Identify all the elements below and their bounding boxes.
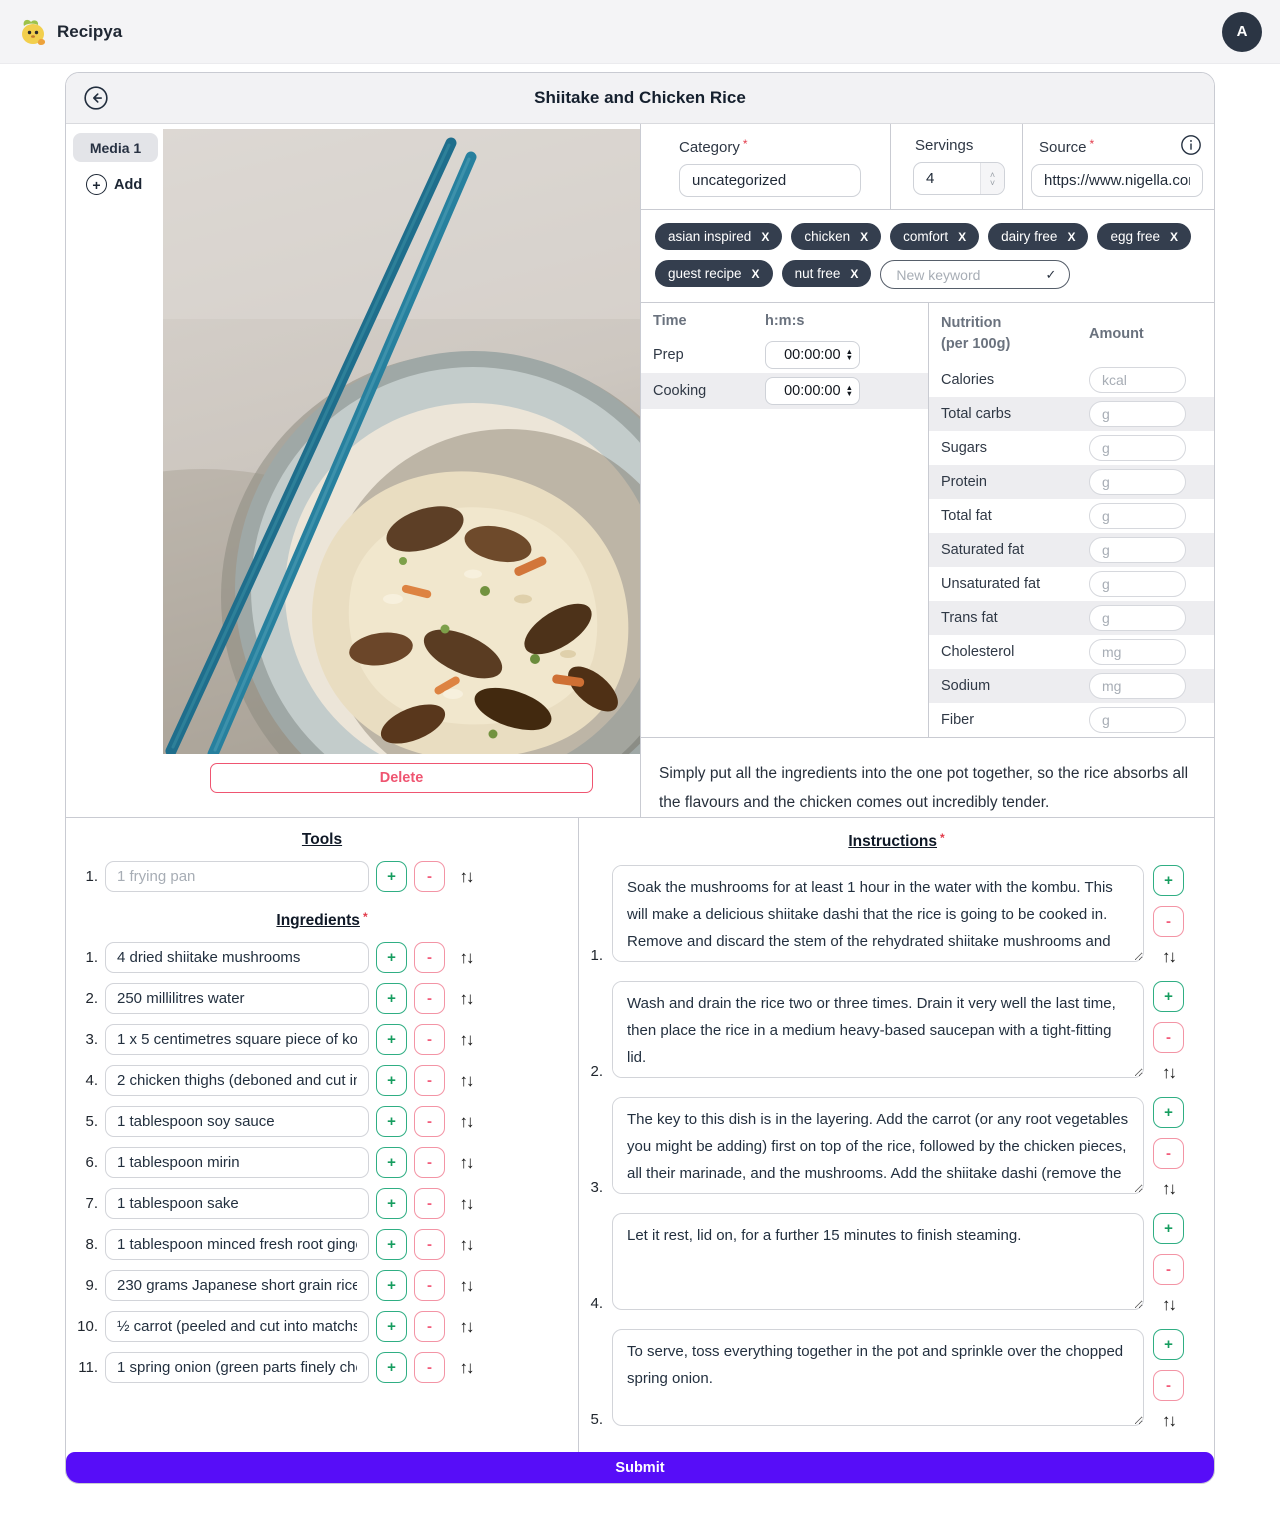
- nutrition-amount-input[interactable]: [1089, 571, 1186, 597]
- bottom-section: [66, 817, 1214, 1452]
- nutrition-amount-input[interactable]: [1089, 639, 1186, 665]
- keyword-label: nut free: [794, 266, 841, 281]
- category-label: Category: [679, 139, 740, 156]
- add-step-button[interactable]: +: [1153, 1097, 1184, 1128]
- list-row: [66, 1224, 578, 1265]
- reorder-arrows-icon[interactable]: ↑↓: [459, 947, 473, 967]
- remove-step-button[interactable]: -: [1153, 1254, 1184, 1285]
- remove-row-button[interactable]: -: [414, 942, 445, 973]
- item-input[interactable]: [105, 983, 369, 1014]
- servings-label: Servings: [915, 137, 974, 154]
- remove-row-button[interactable]: -: [414, 1024, 445, 1055]
- remove-row-button[interactable]: -: [414, 1188, 445, 1219]
- row-number: 4.: [85, 1072, 98, 1090]
- stepper-arrows-icon[interactable]: ▲ ▼: [845, 346, 853, 362]
- nutrition-table: [928, 303, 1214, 737]
- nutrition-row: [929, 465, 1214, 499]
- instruction-textarea[interactable]: [612, 1329, 1144, 1426]
- submit-button[interactable]: Submit: [66, 1452, 1214, 1483]
- row-number: 1.: [590, 947, 603, 965]
- reorder-arrows-icon[interactable]: ↑↓: [1162, 947, 1175, 967]
- required-asterisk: *: [362, 910, 368, 925]
- item-input[interactable]: [105, 1188, 369, 1219]
- time-col-header: Time: [653, 313, 687, 329]
- keyword-tag: [655, 260, 773, 287]
- page-title: Shiitake and Chicken Rice: [534, 88, 746, 107]
- remove-keyword-button[interactable]: X: [850, 266, 859, 281]
- row-number: 11.: [78, 1359, 98, 1377]
- list-row: [66, 1101, 578, 1142]
- remove-step-button[interactable]: -: [1153, 906, 1184, 937]
- nutrition-row: [929, 363, 1214, 397]
- row-number: 7.: [85, 1195, 98, 1213]
- recipe-edit-card: [65, 72, 1215, 1484]
- reorder-arrows-icon[interactable]: ↑↓: [459, 1029, 473, 1049]
- nutrition-amount-input[interactable]: [1089, 469, 1186, 495]
- row-number: 8.: [85, 1236, 98, 1254]
- add-row-button[interactable]: +: [376, 861, 407, 892]
- reorder-arrows-icon[interactable]: ↑↓: [459, 1275, 473, 1295]
- keyword-label: chicken: [804, 229, 851, 244]
- remove-keyword-button[interactable]: X: [1067, 229, 1076, 244]
- time-table: [641, 303, 928, 737]
- add-row-button[interactable]: +: [376, 1311, 407, 1342]
- row-number: 9.: [85, 1277, 98, 1295]
- keyword-tag: [655, 223, 782, 250]
- keyword-tag: [782, 260, 872, 287]
- keyword-label: guest recipe: [668, 266, 742, 281]
- new-keyword-pill: [880, 260, 1070, 289]
- item-input[interactable]: [105, 1065, 369, 1096]
- reorder-arrows-icon[interactable]: ↑↓: [459, 1316, 473, 1336]
- row-number: 5.: [590, 1411, 603, 1429]
- instruction-textarea[interactable]: [612, 865, 1144, 962]
- row-number: 3.: [590, 1179, 603, 1197]
- reorder-arrows-icon[interactable]: ↑↓: [459, 1111, 473, 1131]
- reorder-arrows-icon[interactable]: ↑↓: [459, 1152, 473, 1172]
- instruction-item: [579, 1322, 1214, 1438]
- keywords-row: [641, 210, 1214, 303]
- add-row-button[interactable]: +: [376, 1270, 407, 1301]
- servings-value: 4: [926, 170, 935, 187]
- remove-step-button[interactable]: -: [1153, 1370, 1184, 1401]
- time-row-label: Prep: [653, 347, 684, 363]
- add-row-button[interactable]: +: [376, 1188, 407, 1219]
- reorder-arrows-icon[interactable]: ↑↓: [459, 1070, 473, 1090]
- add-step-button[interactable]: +: [1153, 1329, 1184, 1360]
- remove-row-button[interactable]: -: [414, 1270, 445, 1301]
- time-row-label: Cooking: [653, 383, 707, 399]
- fields-row: [641, 124, 1214, 210]
- remove-row-button[interactable]: -: [414, 983, 445, 1014]
- nutrition-row-label: Sodium: [941, 678, 991, 695]
- time-nutrition-row: [641, 303, 1214, 738]
- hms-col-header: h:m:s: [765, 313, 805, 329]
- remove-row-button[interactable]: -: [414, 861, 445, 892]
- row-number: 2.: [85, 990, 98, 1008]
- nutrition-row-label: Total fat: [941, 508, 992, 525]
- remove-row-button[interactable]: -: [414, 1229, 445, 1260]
- remove-keyword-button[interactable]: X: [958, 229, 967, 244]
- title-bar: [66, 73, 1214, 124]
- row-number: 5.: [85, 1113, 98, 1131]
- source-label: Source: [1039, 139, 1087, 156]
- remove-row-button[interactable]: -: [414, 1106, 445, 1137]
- nutrition-row-label: Total carbs: [941, 406, 1012, 423]
- list-row: [66, 1142, 578, 1183]
- item-input[interactable]: [105, 1147, 369, 1178]
- time-value: 00:00:00: [784, 383, 841, 399]
- nutrition-row-label: Fiber: [941, 712, 975, 729]
- nutrition-row-label: Trans fat: [941, 610, 998, 627]
- ingredients-heading: Ingredients *: [276, 910, 368, 930]
- instruction-item: [579, 974, 1214, 1090]
- nutrition-amount-input[interactable]: [1089, 367, 1186, 393]
- add-step-button[interactable]: +: [1153, 981, 1184, 1012]
- amount-col-header: Amount: [1089, 326, 1144, 343]
- item-input[interactable]: [105, 1311, 369, 1342]
- media-panel: [66, 124, 640, 817]
- row-number: 6.: [85, 1154, 98, 1172]
- top-section: [66, 124, 1214, 817]
- add-step-button[interactable]: +: [1153, 1213, 1184, 1244]
- nutrition-row-label: Saturated fat: [941, 542, 1025, 559]
- nutrition-row: [929, 703, 1214, 737]
- list-row: [66, 1060, 578, 1101]
- reorder-arrows-icon[interactable]: ↑↓: [459, 988, 473, 1008]
- reorder-arrows-icon[interactable]: ↑↓: [1162, 1179, 1175, 1199]
- source-input[interactable]: [1031, 164, 1203, 197]
- nutrition-amount-input[interactable]: [1089, 707, 1186, 733]
- add-row-button[interactable]: +: [376, 1065, 407, 1096]
- required-asterisk: *: [1089, 137, 1095, 151]
- item-input[interactable]: [105, 861, 369, 892]
- nutrition-row: [929, 635, 1214, 669]
- tools-heading: Tools: [301, 831, 343, 849]
- keyword-tag: [988, 223, 1088, 250]
- nutrition-col-header: Nutrition (per 100g): [941, 315, 1011, 353]
- add-row-button[interactable]: +: [376, 983, 407, 1014]
- time-row: [641, 373, 928, 409]
- instructions-heading: Instructions *: [848, 831, 945, 851]
- instruction-item: [579, 1206, 1214, 1322]
- reorder-arrows-icon[interactable]: ↑↓: [459, 1234, 473, 1254]
- stepper-chevrons-icon[interactable]: ˄ ˅: [980, 163, 1004, 194]
- instruction-item: [579, 1090, 1214, 1206]
- nutrition-amount-input[interactable]: [1089, 673, 1186, 699]
- reorder-arrows-icon[interactable]: ↑↓: [1162, 1063, 1175, 1083]
- row-number: 1.: [85, 868, 98, 886]
- list-row: [66, 1306, 578, 1347]
- add-step-button[interactable]: +: [1153, 865, 1184, 896]
- keyword-label: dairy free: [1001, 229, 1058, 244]
- remove-row-button[interactable]: -: [414, 1065, 445, 1096]
- nutrition-row: [929, 669, 1214, 703]
- add-row-button[interactable]: +: [376, 1229, 407, 1260]
- add-row-button[interactable]: +: [376, 942, 407, 973]
- add-media-button[interactable]: [86, 174, 142, 195]
- add-row-button[interactable]: +: [376, 1352, 407, 1383]
- remove-keyword-button[interactable]: X: [860, 229, 869, 244]
- nutrition-row-label: Protein: [941, 474, 987, 491]
- item-input[interactable]: [105, 1024, 369, 1055]
- nutrition-row-label: Sugars: [941, 440, 987, 457]
- instruction-item: [579, 858, 1214, 974]
- nutrition-amount-input[interactable]: [1089, 537, 1186, 563]
- app-header: [0, 0, 1280, 64]
- recipe-description[interactable]: Simply put all the ingredients into the one pot together, so the rice absorbs all the flavours and the chicken comes out incredibly tender.: [659, 765, 1189, 811]
- nutrition-amount-input[interactable]: [1089, 401, 1186, 427]
- list-row: [66, 856, 578, 897]
- servings-stepper[interactable]: [913, 162, 1005, 195]
- keyword-label: egg free: [1110, 229, 1160, 244]
- app-logo-icon: [18, 17, 48, 47]
- reorder-arrows-icon[interactable]: ↑↓: [459, 1193, 473, 1213]
- nutrition-row: [929, 431, 1214, 465]
- remove-row-button[interactable]: -: [414, 1311, 445, 1342]
- add-row-button[interactable]: +: [376, 1024, 407, 1055]
- nutrition-row: [929, 601, 1214, 635]
- list-row: [66, 1347, 578, 1388]
- confirm-keyword-icon[interactable]: ✓: [1045, 266, 1057, 282]
- list-row: [66, 1265, 578, 1306]
- row-number: 10.: [77, 1318, 98, 1336]
- plus-circle-icon: +: [86, 174, 107, 195]
- stepper-arrows-icon[interactable]: ▲ ▼: [845, 382, 853, 398]
- back-button[interactable]: [83, 85, 109, 111]
- row-number: 2.: [590, 1063, 603, 1081]
- instruction-textarea[interactable]: [612, 1213, 1144, 1310]
- nutrition-row-label: Calories: [941, 372, 995, 389]
- tools-ingredients-panel: [66, 818, 578, 1452]
- row-number: 1.: [85, 949, 98, 967]
- item-input[interactable]: [105, 1352, 369, 1383]
- app-name: Recipya: [57, 21, 123, 41]
- item-input[interactable]: [105, 1106, 369, 1137]
- instruction-textarea[interactable]: [612, 981, 1144, 1078]
- item-input[interactable]: [105, 1229, 369, 1260]
- remove-keyword-button[interactable]: X: [1170, 229, 1179, 244]
- instruction-textarea[interactable]: [612, 1097, 1144, 1194]
- add-row-button[interactable]: +: [376, 1147, 407, 1178]
- details-panel: [640, 124, 1214, 817]
- list-row: [66, 937, 578, 978]
- nutrition-row: [929, 533, 1214, 567]
- recipe-photo: [163, 129, 640, 754]
- time-input[interactable]: [765, 377, 860, 405]
- nutrition-row: [929, 397, 1214, 431]
- nutrition-row: [929, 499, 1214, 533]
- remove-keyword-button[interactable]: X: [761, 229, 770, 244]
- media-tab-1[interactable]: Media 1: [73, 133, 158, 162]
- remove-step-button[interactable]: -: [1153, 1138, 1184, 1169]
- delete-media-button[interactable]: Delete: [210, 763, 593, 793]
- item-input[interactable]: [105, 1270, 369, 1301]
- reorder-arrows-icon[interactable]: ↑↓: [1162, 1295, 1175, 1315]
- keyword-tag: [1097, 223, 1191, 250]
- add-row-button[interactable]: +: [376, 1106, 407, 1137]
- reorder-arrows-icon[interactable]: ↑↓: [1162, 1411, 1175, 1431]
- reorder-arrows-icon[interactable]: ↑↓: [459, 866, 473, 886]
- keyword-tag: [791, 223, 881, 250]
- row-number: 3.: [85, 1031, 98, 1049]
- nutrition-row: [929, 567, 1214, 601]
- nutrition-row-label: Cholesterol: [941, 644, 1015, 661]
- remove-row-button[interactable]: -: [414, 1352, 445, 1383]
- remove-keyword-button[interactable]: X: [751, 266, 760, 281]
- remove-row-button[interactable]: -: [414, 1147, 445, 1178]
- item-input[interactable]: [105, 942, 369, 973]
- avatar[interactable]: A: [1222, 12, 1262, 52]
- nutrition-amount-input[interactable]: [1089, 435, 1186, 461]
- keyword-label: comfort: [903, 229, 949, 244]
- nutrition-amount-input[interactable]: [1089, 503, 1186, 529]
- instructions-panel: [578, 818, 1214, 1452]
- row-number: 4.: [590, 1295, 603, 1313]
- arrow-left-circle-icon: [83, 99, 109, 114]
- category-input[interactable]: [679, 164, 861, 197]
- list-row: [66, 1183, 578, 1224]
- list-row: [66, 1019, 578, 1060]
- add-media-label: Add: [114, 176, 143, 193]
- nutrition-row-label: Unsaturated fat: [941, 576, 1041, 593]
- new-keyword-input[interactable]: [894, 266, 1024, 284]
- keyword-label: asian inspired: [668, 229, 752, 244]
- time-value: 00:00:00: [784, 347, 841, 363]
- time-row: [641, 337, 928, 373]
- time-input[interactable]: [765, 341, 860, 369]
- keyword-tag: [890, 223, 979, 250]
- nutrition-amount-input[interactable]: [1089, 605, 1186, 631]
- list-row: [66, 978, 578, 1019]
- reorder-arrows-icon[interactable]: ↑↓: [459, 1357, 473, 1377]
- required-asterisk: *: [940, 831, 945, 846]
- remove-step-button[interactable]: -: [1153, 1022, 1184, 1053]
- info-icon[interactable]: [1180, 134, 1202, 161]
- required-asterisk: *: [742, 137, 748, 151]
